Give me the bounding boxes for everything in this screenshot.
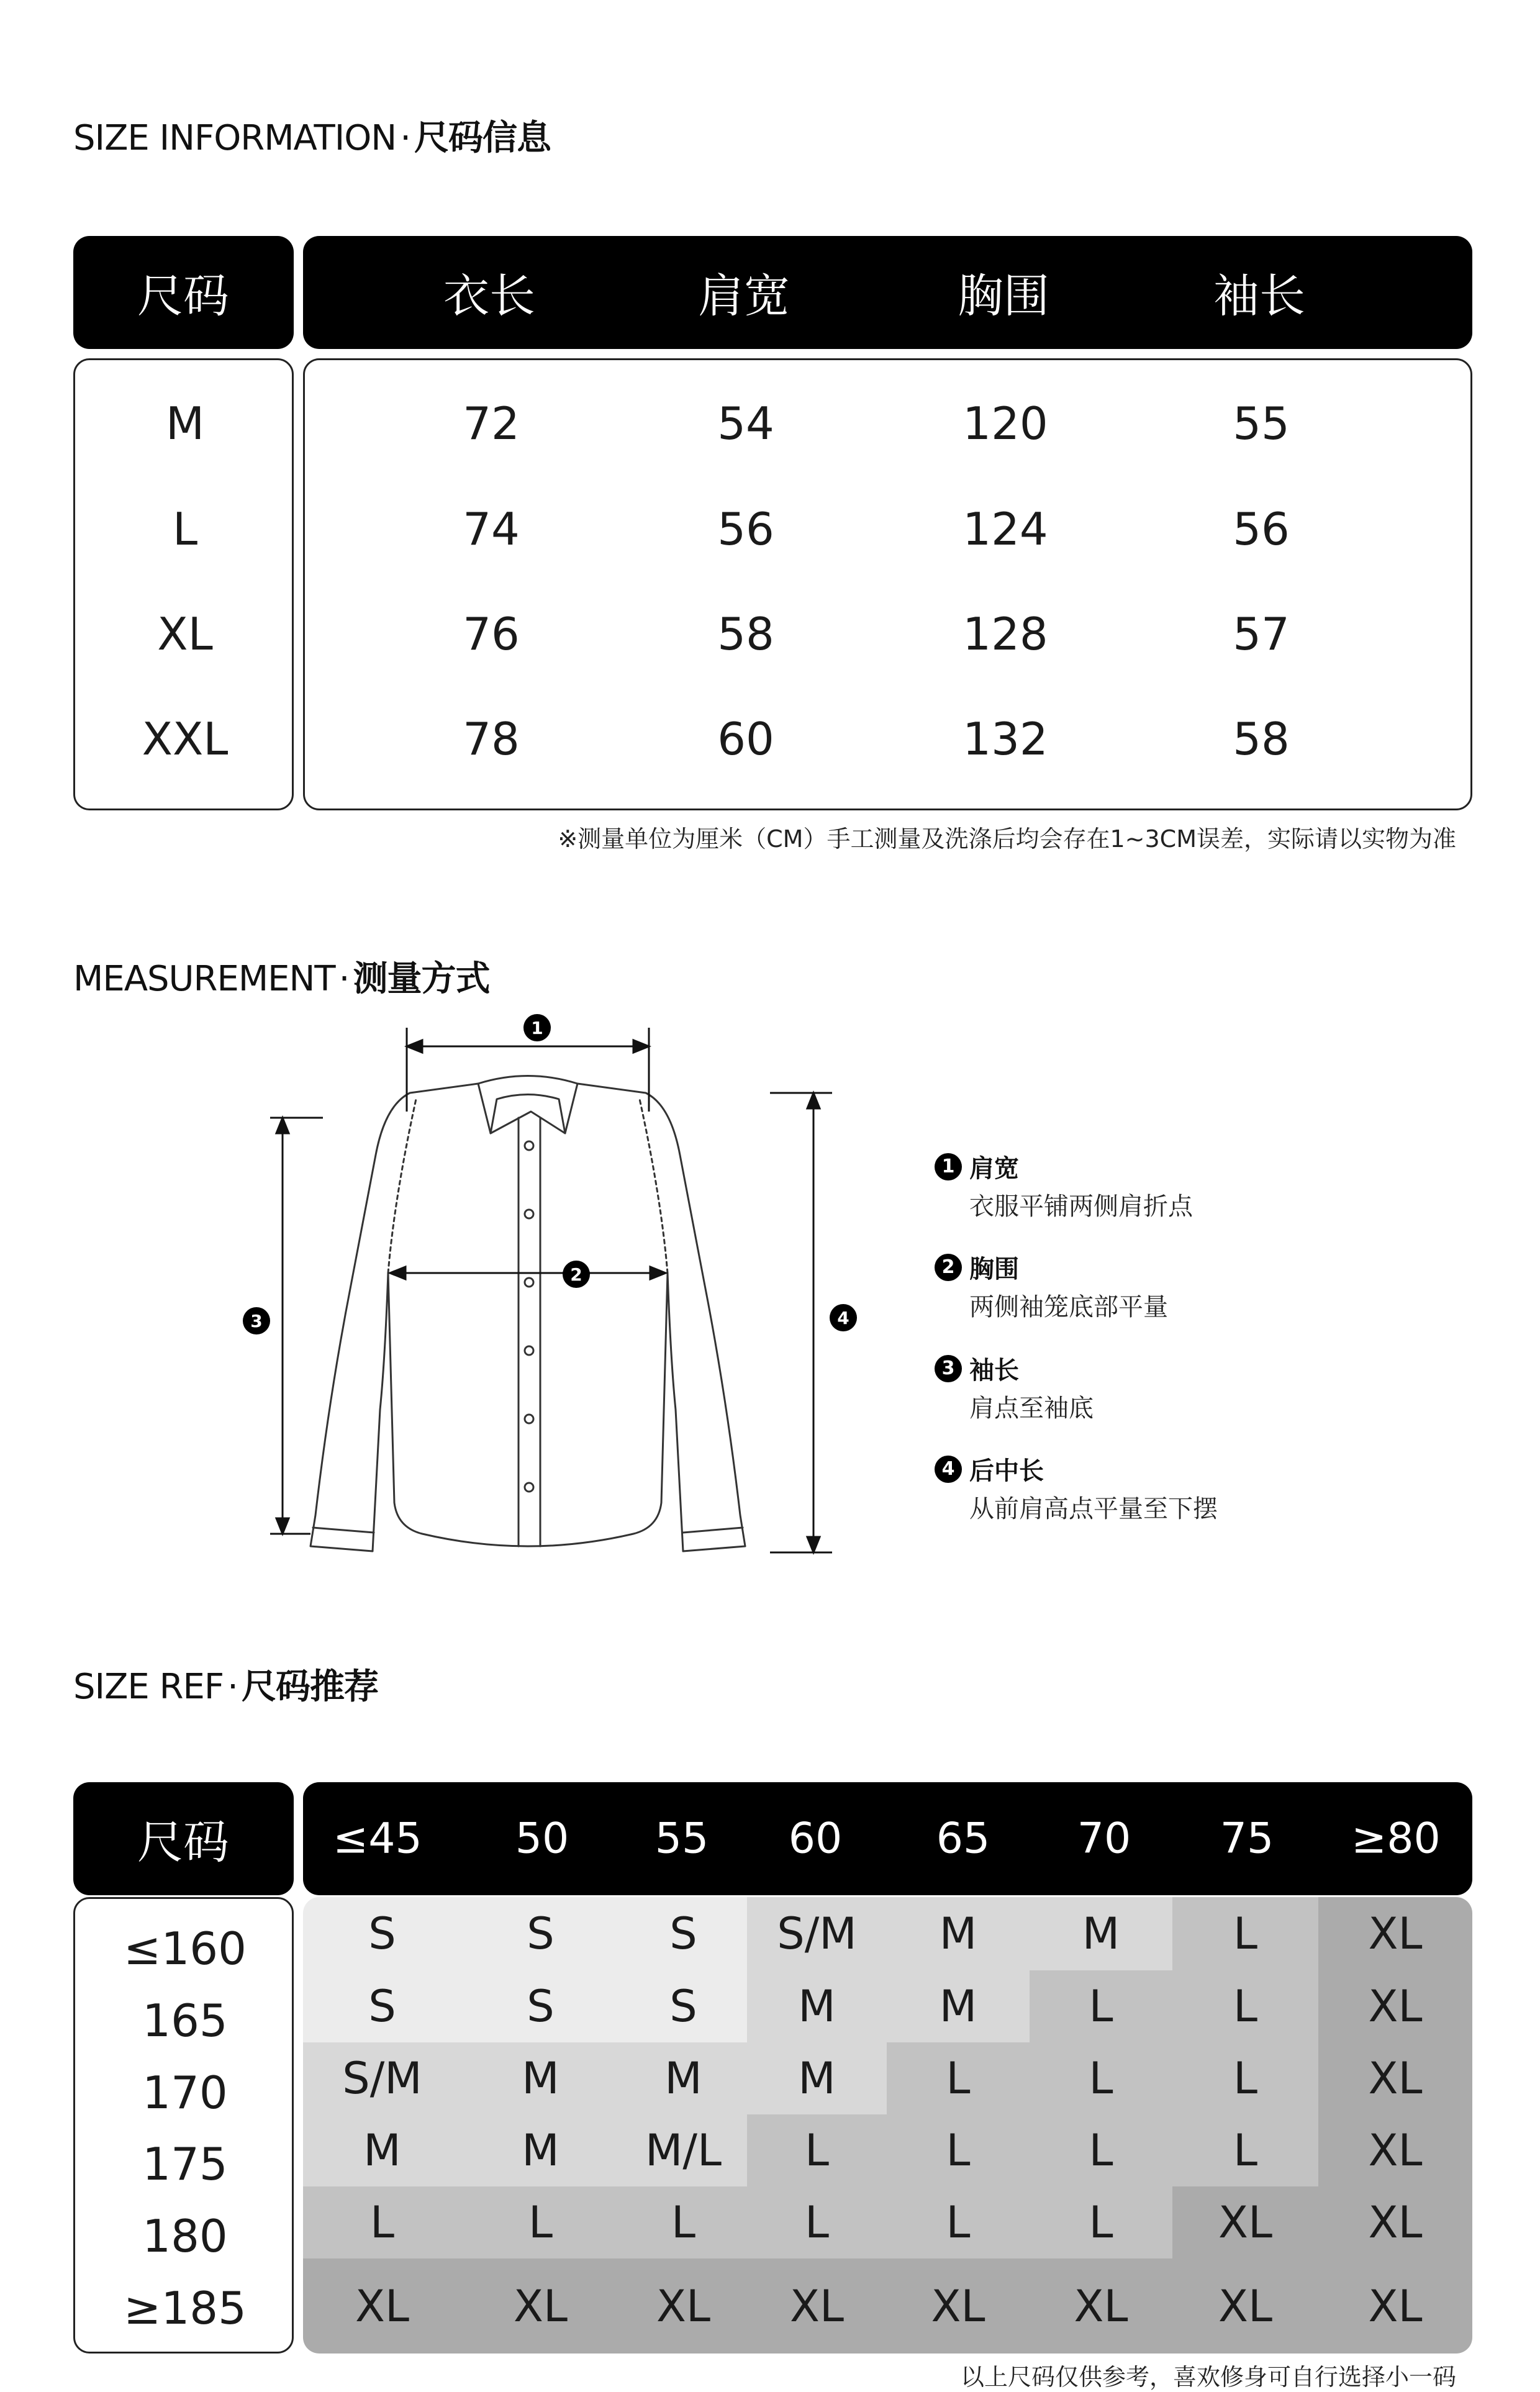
grid-cell: L <box>1030 2186 1172 2258</box>
legend-title: 肩宽 <box>969 1154 1019 1183</box>
legend-shoulder <box>935 1149 1193 1222</box>
table-cell: 72 <box>463 397 520 450</box>
weight-header: 65 <box>936 1814 990 1864</box>
height-label: 165 <box>142 1995 228 2047</box>
grid-cell: XL <box>1318 1897 1472 1970</box>
button-dot <box>525 1346 533 1355</box>
table-cell: 55 <box>1233 397 1290 450</box>
height-label: ≥185 <box>124 2282 247 2334</box>
grid-cell: L <box>1172 1897 1318 1970</box>
grid-cell: XL <box>461 2258 620 2353</box>
size-label: XXL <box>142 713 229 765</box>
grid-cell: XL <box>1318 2042 1472 2114</box>
table-cell: 60 <box>717 713 774 765</box>
grid-cell: L <box>1172 2042 1318 2114</box>
grid-cell: L <box>887 2186 1030 2258</box>
grid-cell: S/M <box>747 1897 887 1970</box>
size-recommendation-grid <box>303 1897 1472 2353</box>
shirt-outline <box>310 1084 745 1551</box>
marker-4-label: 4 <box>837 1308 849 1328</box>
grid-cell: S <box>620 1970 747 2042</box>
legend-number: 3 <box>935 1355 962 1382</box>
weight-header: 70 <box>1077 1814 1131 1864</box>
grid-cell: M <box>887 1897 1030 1970</box>
height-label: ≤160 <box>124 1923 247 1975</box>
grid-cell: M <box>747 1970 887 2042</box>
grid-cell: XL <box>303 2258 461 2353</box>
height-label: 170 <box>142 2067 228 2119</box>
size-info-title-en: SIZE INFORMATION <box>73 118 397 158</box>
grid-cell: L <box>887 2114 1030 2186</box>
table-cell: 128 <box>962 608 1048 660</box>
weight-header: 75 <box>1220 1814 1274 1864</box>
size-label: M <box>165 397 205 450</box>
grid-cell: XL <box>1318 2258 1472 2353</box>
legend-desc: 两侧袖笼底部平量 <box>969 1293 1168 1321</box>
size-ref-note: 以上尺码仅供参考，喜欢修身可自行选择小一码 <box>960 2363 1456 2391</box>
grid-cell: M <box>620 2042 747 2114</box>
grid-cell: L <box>747 2114 887 2186</box>
table-cell: 132 <box>962 713 1048 765</box>
grid-cell: L <box>887 2042 1030 2114</box>
grid-cell: M <box>747 2042 887 2114</box>
legend-length <box>935 1451 1218 1524</box>
title-separator: · <box>227 1667 238 1707</box>
marker-3-label: 3 <box>250 1311 263 1331</box>
grid-cell: M <box>887 1970 1030 2042</box>
button-dot <box>525 1141 533 1150</box>
size-ref-title <box>73 1659 378 1709</box>
column-header: 胸围 <box>958 270 1049 323</box>
grid-cell: XL <box>1318 1970 1472 2042</box>
size-columns-header <box>303 236 1472 349</box>
legend-title: 后中长 <box>969 1457 1044 1485</box>
size-ref-corner-header <box>73 1782 294 1895</box>
shirt-diagram <box>236 1012 919 1590</box>
legend-number: 4 <box>935 1456 962 1483</box>
button-dot <box>525 1483 533 1492</box>
table-cell: 76 <box>463 608 520 660</box>
grid-cell: L <box>1172 2114 1318 2186</box>
grid-cell: XL <box>1172 2258 1318 2353</box>
table-cell: 78 <box>463 713 520 765</box>
button-dot <box>525 1415 533 1423</box>
size-values-table <box>303 358 1472 810</box>
size-ref-corner-label: 尺码 <box>137 1816 229 1869</box>
height-label: 180 <box>142 2210 228 2262</box>
grid-cell: XL <box>1318 2114 1472 2186</box>
table-cell: 58 <box>717 608 774 660</box>
column-header: 衣长 <box>443 270 535 323</box>
weight-header: 60 <box>788 1814 843 1864</box>
column-header: 袖长 <box>1213 270 1305 323</box>
grid-cell: S/M <box>303 2042 461 2114</box>
size-info-title-cn: 尺码信息 <box>414 118 551 158</box>
grid-cell: XL <box>747 2258 887 2353</box>
size-corner-label: 尺码 <box>137 270 229 323</box>
title-separator: · <box>338 959 350 999</box>
height-label: 175 <box>142 2138 228 2190</box>
legend-number: 1 <box>935 1153 962 1180</box>
table-cell: 58 <box>1233 713 1290 765</box>
grid-cell: L <box>303 2186 461 2258</box>
column-header: 肩宽 <box>698 270 790 323</box>
weight-header-row <box>303 1782 1472 1895</box>
grid-cell: XL <box>1318 2186 1472 2258</box>
grid-cell: S <box>461 1897 620 1970</box>
grid-cell: M <box>1030 1897 1172 1970</box>
table-cell: 74 <box>463 503 520 555</box>
grid-cell: XL <box>1030 2258 1172 2353</box>
table-cell: 56 <box>717 503 774 555</box>
grid-cell: XL <box>887 2258 1030 2353</box>
weight-header: 55 <box>654 1814 709 1864</box>
button-dot <box>525 1278 533 1287</box>
marker-1-label: 1 <box>531 1018 543 1038</box>
size-info-note: ※测量单位为厘米（CM）手工测量及洗涤后均会存在1~3CM误差，实际请以实物为准 <box>558 825 1456 853</box>
size-ref-title-cn: 尺码推荐 <box>241 1667 378 1707</box>
table-cell: 57 <box>1233 608 1290 660</box>
size-label: L <box>172 503 198 555</box>
weight-header: 50 <box>515 1814 569 1864</box>
legend-desc: 肩点至袖底 <box>969 1394 1094 1423</box>
weight-header: ≤45 <box>333 1814 422 1864</box>
legend-desc: 衣服平铺两侧肩折点 <box>969 1192 1193 1221</box>
legend-title: 袖长 <box>969 1356 1019 1385</box>
legend-desc: 从前肩高点平量至下摆 <box>969 1495 1218 1523</box>
grid-cell: L <box>1030 1970 1172 2042</box>
legend-number: 2 <box>935 1254 962 1281</box>
grid-cell: L <box>747 2186 887 2258</box>
table-cell: 120 <box>962 397 1048 450</box>
grid-cell: M/L <box>620 2114 747 2186</box>
grid-cell: L <box>1030 2042 1172 2114</box>
legend-chest <box>935 1249 1168 1323</box>
size-corner-header <box>73 236 294 349</box>
grid-cell: XL <box>1172 2186 1318 2258</box>
size-info-title <box>73 111 551 160</box>
table-cell: 124 <box>962 503 1048 555</box>
size-label: XL <box>157 608 213 660</box>
grid-cell: L <box>1172 1970 1318 2042</box>
grid-cell: S <box>461 1970 620 2042</box>
legend-sleeve <box>935 1351 1094 1424</box>
grid-cell: S <box>620 1897 747 1970</box>
button-dot <box>525 1210 533 1218</box>
table-cell: 56 <box>1233 503 1290 555</box>
grid-cell: S <box>303 1970 461 2042</box>
grid-cell: L <box>1030 2114 1172 2186</box>
height-labels-column <box>73 1897 294 2353</box>
table-cell: 54 <box>717 397 774 450</box>
grid-cell: M <box>461 2114 620 2186</box>
grid-cell: M <box>303 2114 461 2186</box>
grid-cell: L <box>461 2186 620 2258</box>
grid-cell: M <box>461 2042 620 2114</box>
measurement-title-en: MEASUREMENT <box>73 959 335 999</box>
grid-cell: L <box>620 2186 747 2258</box>
title-separator: · <box>400 118 410 158</box>
weight-header: ≥80 <box>1351 1814 1441 1864</box>
measurement-title-cn: 测量方式 <box>353 959 490 999</box>
size-ref-title-en: SIZE REF <box>73 1667 224 1707</box>
grid-cell: S <box>303 1897 461 1970</box>
grid-cell: XL <box>620 2258 747 2353</box>
legend-title: 胸围 <box>969 1255 1019 1284</box>
measurement-title <box>73 951 489 1001</box>
size-labels-column <box>73 358 294 810</box>
marker-2-label: 2 <box>570 1264 582 1285</box>
